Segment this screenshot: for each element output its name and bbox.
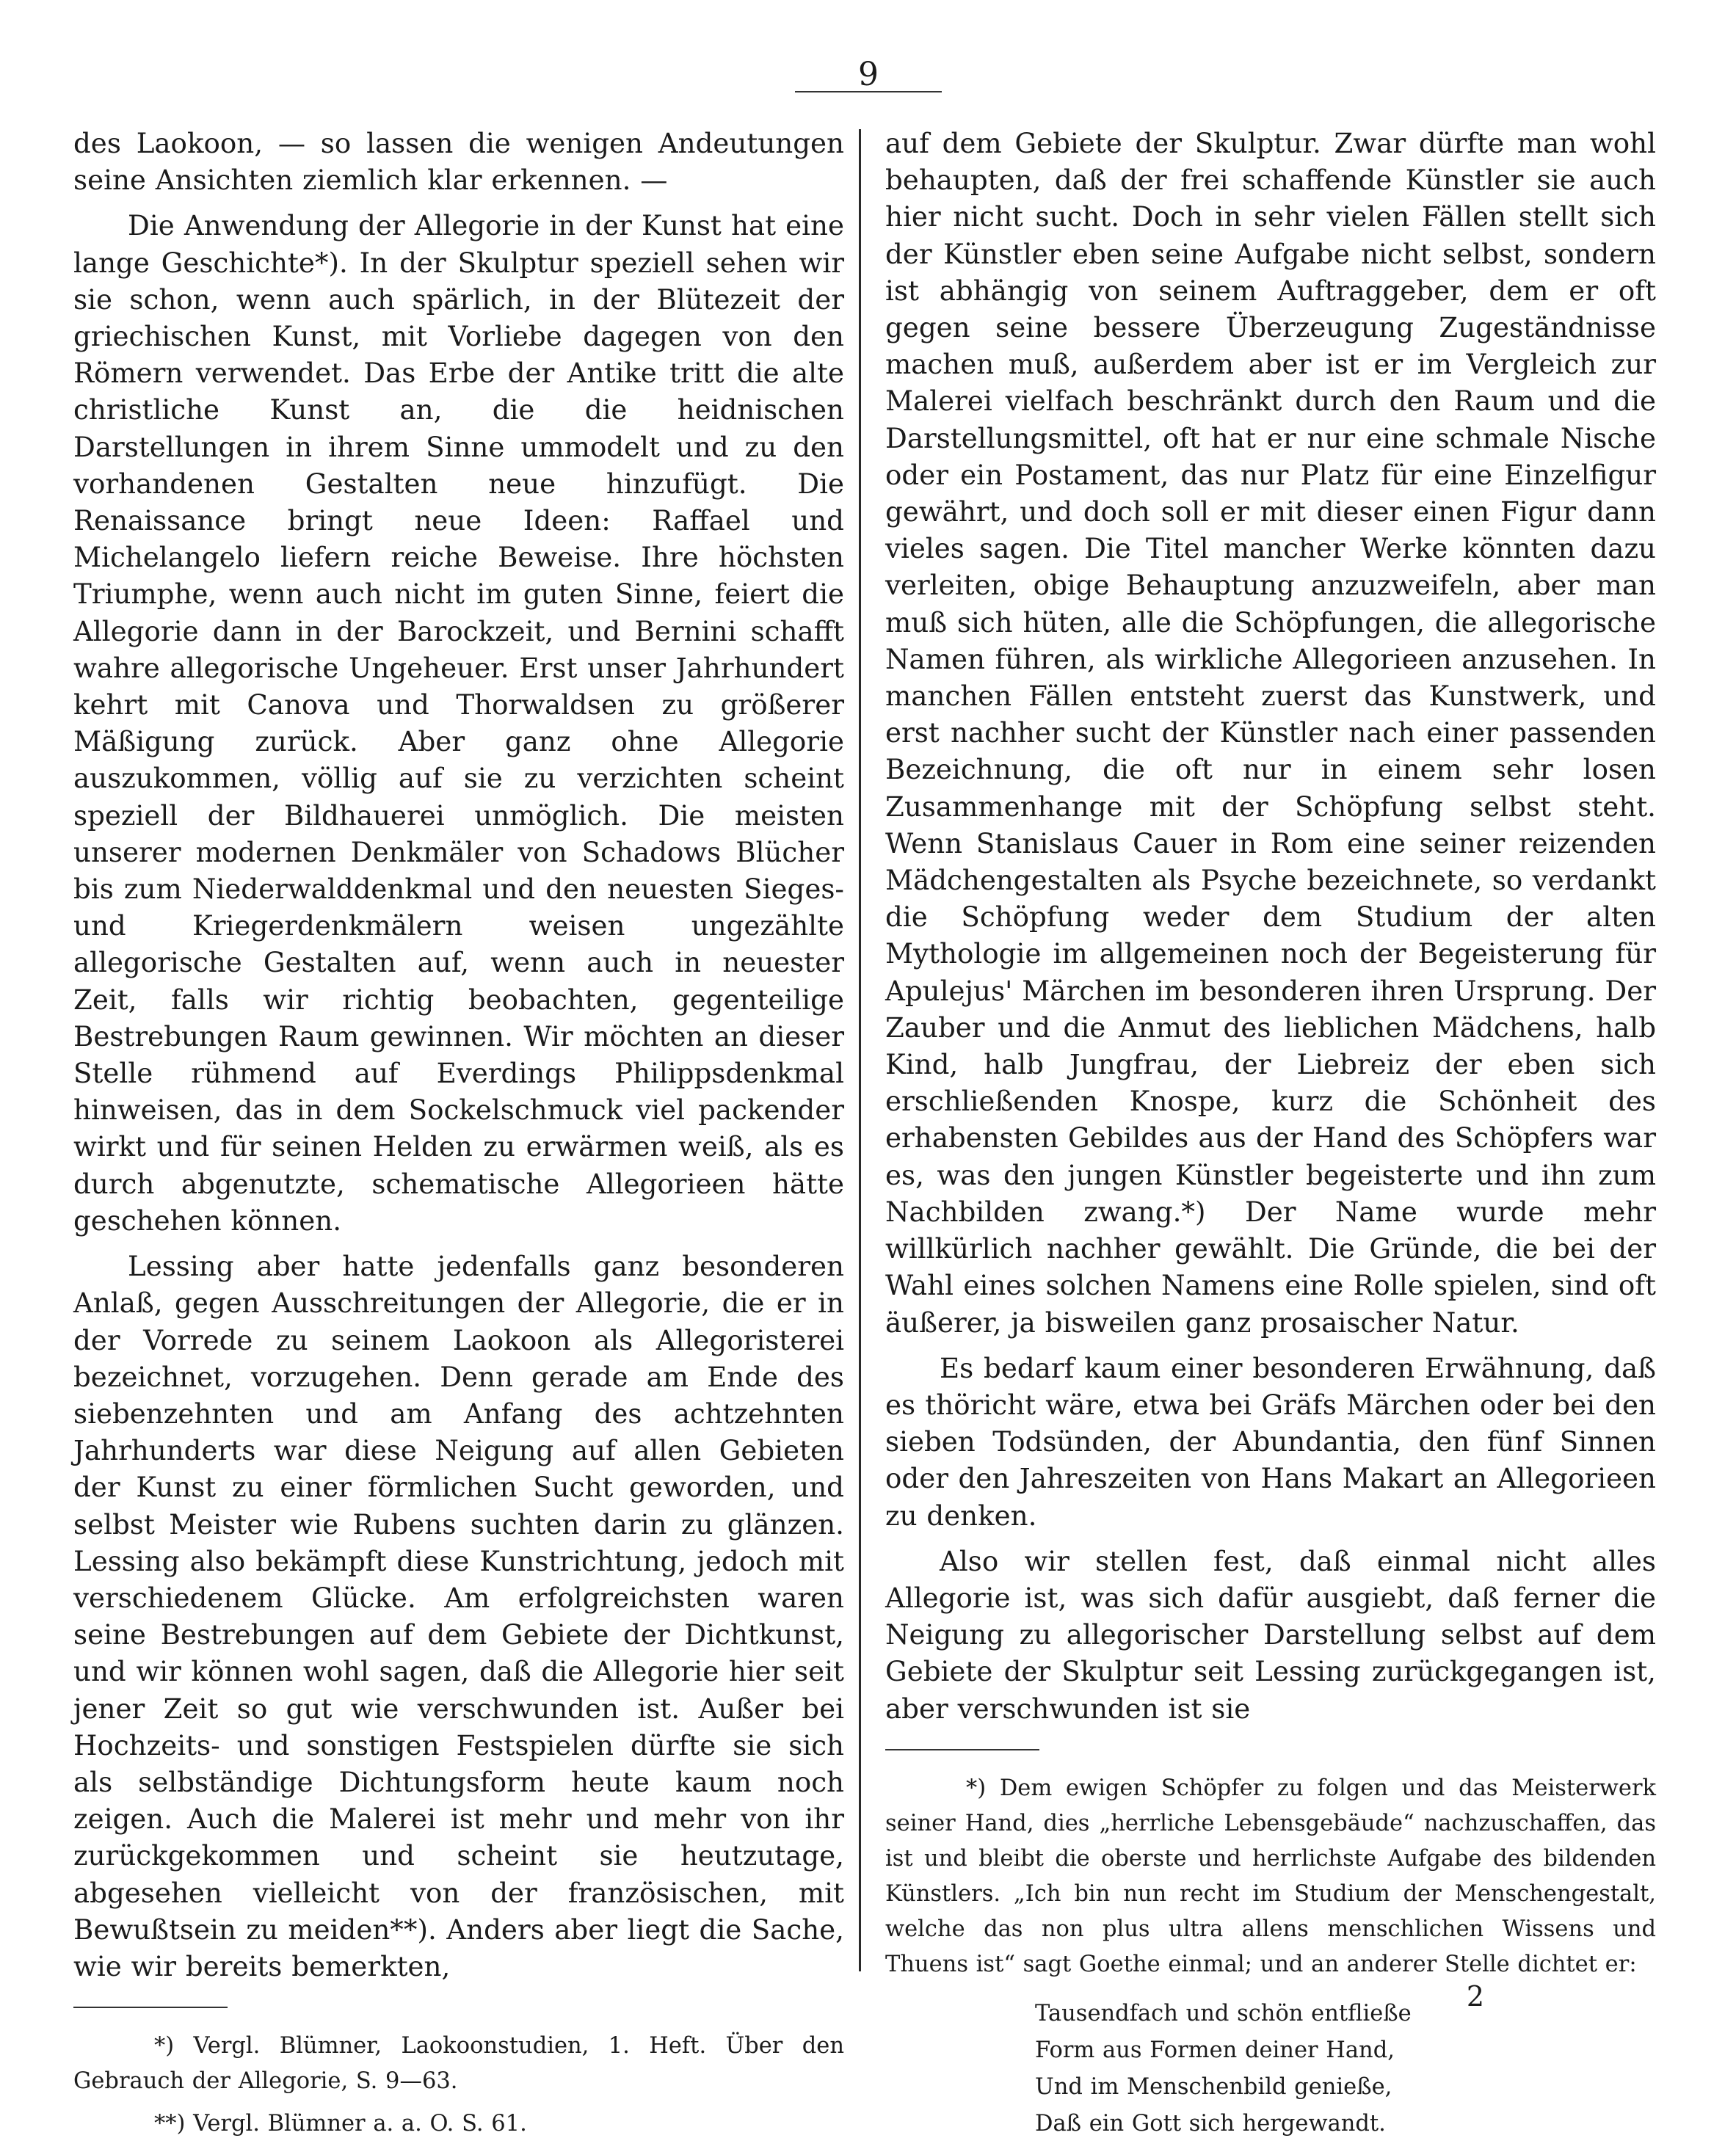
left-paragraph-1: des Laokoon, — so lassen die wenigen Andeutungen seine Ansichten ziemlich klar erkennen. —	[73, 127, 844, 197]
right-footnote-rule	[885, 1749, 1039, 1750]
right-column	[885, 125, 1656, 2142]
right-footnotes	[885, 1771, 1656, 2142]
column-divider	[859, 129, 861, 1971]
page-number: 9	[858, 56, 879, 93]
left-paragraph-3: Lessing aber hatte jedenfalls ganz besonderen Anlaß, gegen Ausschreitungen der Allegorie, die er in der Vorrede zu seinem Laokoon als Allegoristerei bezeichnet, vorzugehen. Denn gerade am Ende des siebenzehnten und am Anfang des achtzehnten Jahrhunderts war diese Neigung auf allen Gebieten der Kunst zu einer förmlichen Sucht geworden, und selbst Meister wie Rubens suchten darin zu glänzen. Lessing also bekämpft diese Kunstrichtung, jedoch mit verschiedenem Glücke. Am erfolgreichsten waren seine Bestrebungen auf dem Gebiete der Dichtkunst, und wir können wohl sagen, daß die Allegorie hier seit jener Zeit so gut wie verschwunden ist. Außer bei Hochzeits- und sonstigen Festspielen dürfte sie sich als selbständige Dichtungsform heute kaum noch zeigen. Auch die Malerei ist mehr und mehr von ihr zurückgekommen und scheint sie heutzutage, abgesehen vielleicht von der französischen, mit Bewußtsein zu meiden**). Anders aber liegt die Sache, wie wir bereits bemerkten,	[73, 1250, 844, 1982]
verse-line-2: Form aus Formen deiner Hand,	[1035, 2037, 1395, 2063]
header-rule	[795, 91, 942, 92]
verse-line-1: Tausendfach und schön entfließe	[1035, 2000, 1412, 2026]
verse-line-4: Daß ein Gott sich hergewandt.	[1035, 2110, 1386, 2137]
right-paragraph-3: Also wir stellen fest, daß einmal nicht alles Allegorie ist, was sich dafür ausgiebt, daß ferner die Neigung zu allegorischer Darstellung selbst auf dem Gebiete der Skulptur seit Lessing zurückgegangen ist, aber verschwunden ist sie	[885, 1544, 1656, 1725]
left-footnote-rule	[73, 2007, 228, 2008]
right-paragraph-2: Es bedarf kaum einer besonderen Erwähnung, daß es thöricht wäre, etwa bei Gräfs Märchen oder bei den sieben Todsünden, der Abundantia, den fünf Sinnen oder den Jahreszeiten von Hans Makart an Allegorieen zu denken.	[885, 1351, 1656, 1532]
left-footnotes	[73, 2029, 844, 2142]
verse-line-3: Und im Menschenbild genieße,	[1035, 2073, 1392, 2100]
right-paragraph-1: auf dem Gebiete der Skulptur. Zwar dürfte man wohl behaupten, daß der frei schaffende Künstler sie auch hier nicht sucht. Doch in sehr vielen Fällen stellt sich der Künstler eben seine Aufgabe nicht selbst, sondern ist abhängig von seinem Auftraggeber, dem er oft gegen seine bessere Überzeugung Zugeständnisse machen muß, außerdem aber ist er im Vergleich zur Malerei vielfach beschränkt durch den Raum und die Darstellungsmittel, oft hat er nur eine schmale Nische oder ein Postament, das nur Platz für eine Einzelfigur gewährt, und doch soll er mit dieser einen Figur dann vieles sagen. Die Titel mancher Werke könnten dazu verleiten, obige Behauptung anzuzweifeln, aber man muß sich hüten, alle die Schöpfungen, die allegorische Namen führen, als wirkliche Allegorieen anzusehen. In manchen Fällen entsteht zuerst das Kunstwerk, und erst nachher sucht der Künstler nach einer passenden Bezeichnung, die oft nur in einem sehr losen Zusammenhange mit der Schöpfung selbst steht. Wenn Stanislaus Cauer in Rom eine seiner reizenden Mädchengestalten als Psyche bezeichnete, so verdankt die Schöpfung weder dem Studium der alten Mythologie im allgemeinen noch der Begeisterung für Apulejus' Märchen im besonderen ihren Ursprung. Der Zauber und die Anmut des lieblichen Mädchens, halb Kind, halb Jungfrau, der Liebreiz der eben sich erschließenden Knospe, kurz die Schönheit des erhabensten Gebildes aus der Hand des Schöpfers war es, was den jungen Künstler begeisterte und ihn zum Nachbilden zwang.*) Der Name wurde mehr willkürlich nachher gewählt. Die Gründe, die bei der Wahl eines solchen Namens eine Rolle spielen, sind oft äußerer, ja bisweilen ganz prosaischer Natur.	[885, 127, 1656, 1339]
left-footnote-2: **) Vergl. Blümner a. a. O. S. 61.	[154, 2111, 527, 2137]
right-column-body	[885, 125, 1656, 1727]
left-column-body	[73, 125, 844, 1985]
right-footnote-1: *) Dem ewigen Schöpfer zu folgen und das Meisterwerk seiner Hand, dies „herrliche Lebensgebäude“ nachzuschaffen, das ist und bleibt die oberste und herrlichste Aufgabe des bildenden Künstlers. „Ich bin nun recht im Studium der Menschengestalt, welche das non plus ultra allens menschlichen Wissens und Thuens ist“ sagt Goethe einmal; und an anderer Stelle dichtet er:	[885, 1775, 1656, 1977]
left-column	[73, 125, 844, 2149]
signature-mark: 2	[1466, 1980, 1485, 2012]
left-paragraph-2: Die Anwendung der Allegorie in der Kunst hat eine lange Geschichte*). In der Skulptur speziell sehen wir sie schon, wenn auch spärlich, in der Blütezeit der griechischen Kunst, mit Vorliebe dagegen von den Römern verwendet. Das Erbe der Antike tritt die alte christliche Kunst an, die die heidnischen Darstellungen in ihrem Sinne ummodelt und zu den vorhandenen Gestalten neue hinzufügt. Die Renaissance bringt neue Ideen: Raffael und Michelangelo liefern reiche Beweise. Ihre höchsten Triumphe, wenn auch nicht im guten Sinne, feiert die Allegorie dann in der Barockzeit, und Bernini schafft wahre allegorische Ungeheuer. Erst unser Jahrhundert kehrt mit Canova und Thorwaldsen zu größerer Mäßigung zurück. Aber ganz ohne Allegorie auszukommen, völlig auf sie zu verzichten scheint speziell der Bildhauerei unmöglich. Die meisten unserer modernen Denkmäler von Schadows Blücher bis zum Niederwalddenkmal und den neuesten Sieges- und Kriegerdenkmälern weisen ungezählte allegorische Gestalten auf, wenn auch in neuester Zeit, falls wir richtig beobachten, gegenteilige Bestrebungen Raum gewinnen. Wir möchten an dieser Stelle rühmend auf Everdings Philippsdenkmal hinweisen, das in dem Sockelschmuck viel packender wirkt und für seinen Helden zu erwärmen weiß, als es durch abgenutzte, schematische Allegorieen hätte geschehen können.	[73, 209, 844, 1237]
goethe-verse	[885, 1996, 1656, 2142]
left-footnote-1: *) Vergl. Blümner, Laokoonstudien, 1. Heft. Über den Gebrauch der Allegorie, S. 9—63.	[73, 2033, 844, 2095]
